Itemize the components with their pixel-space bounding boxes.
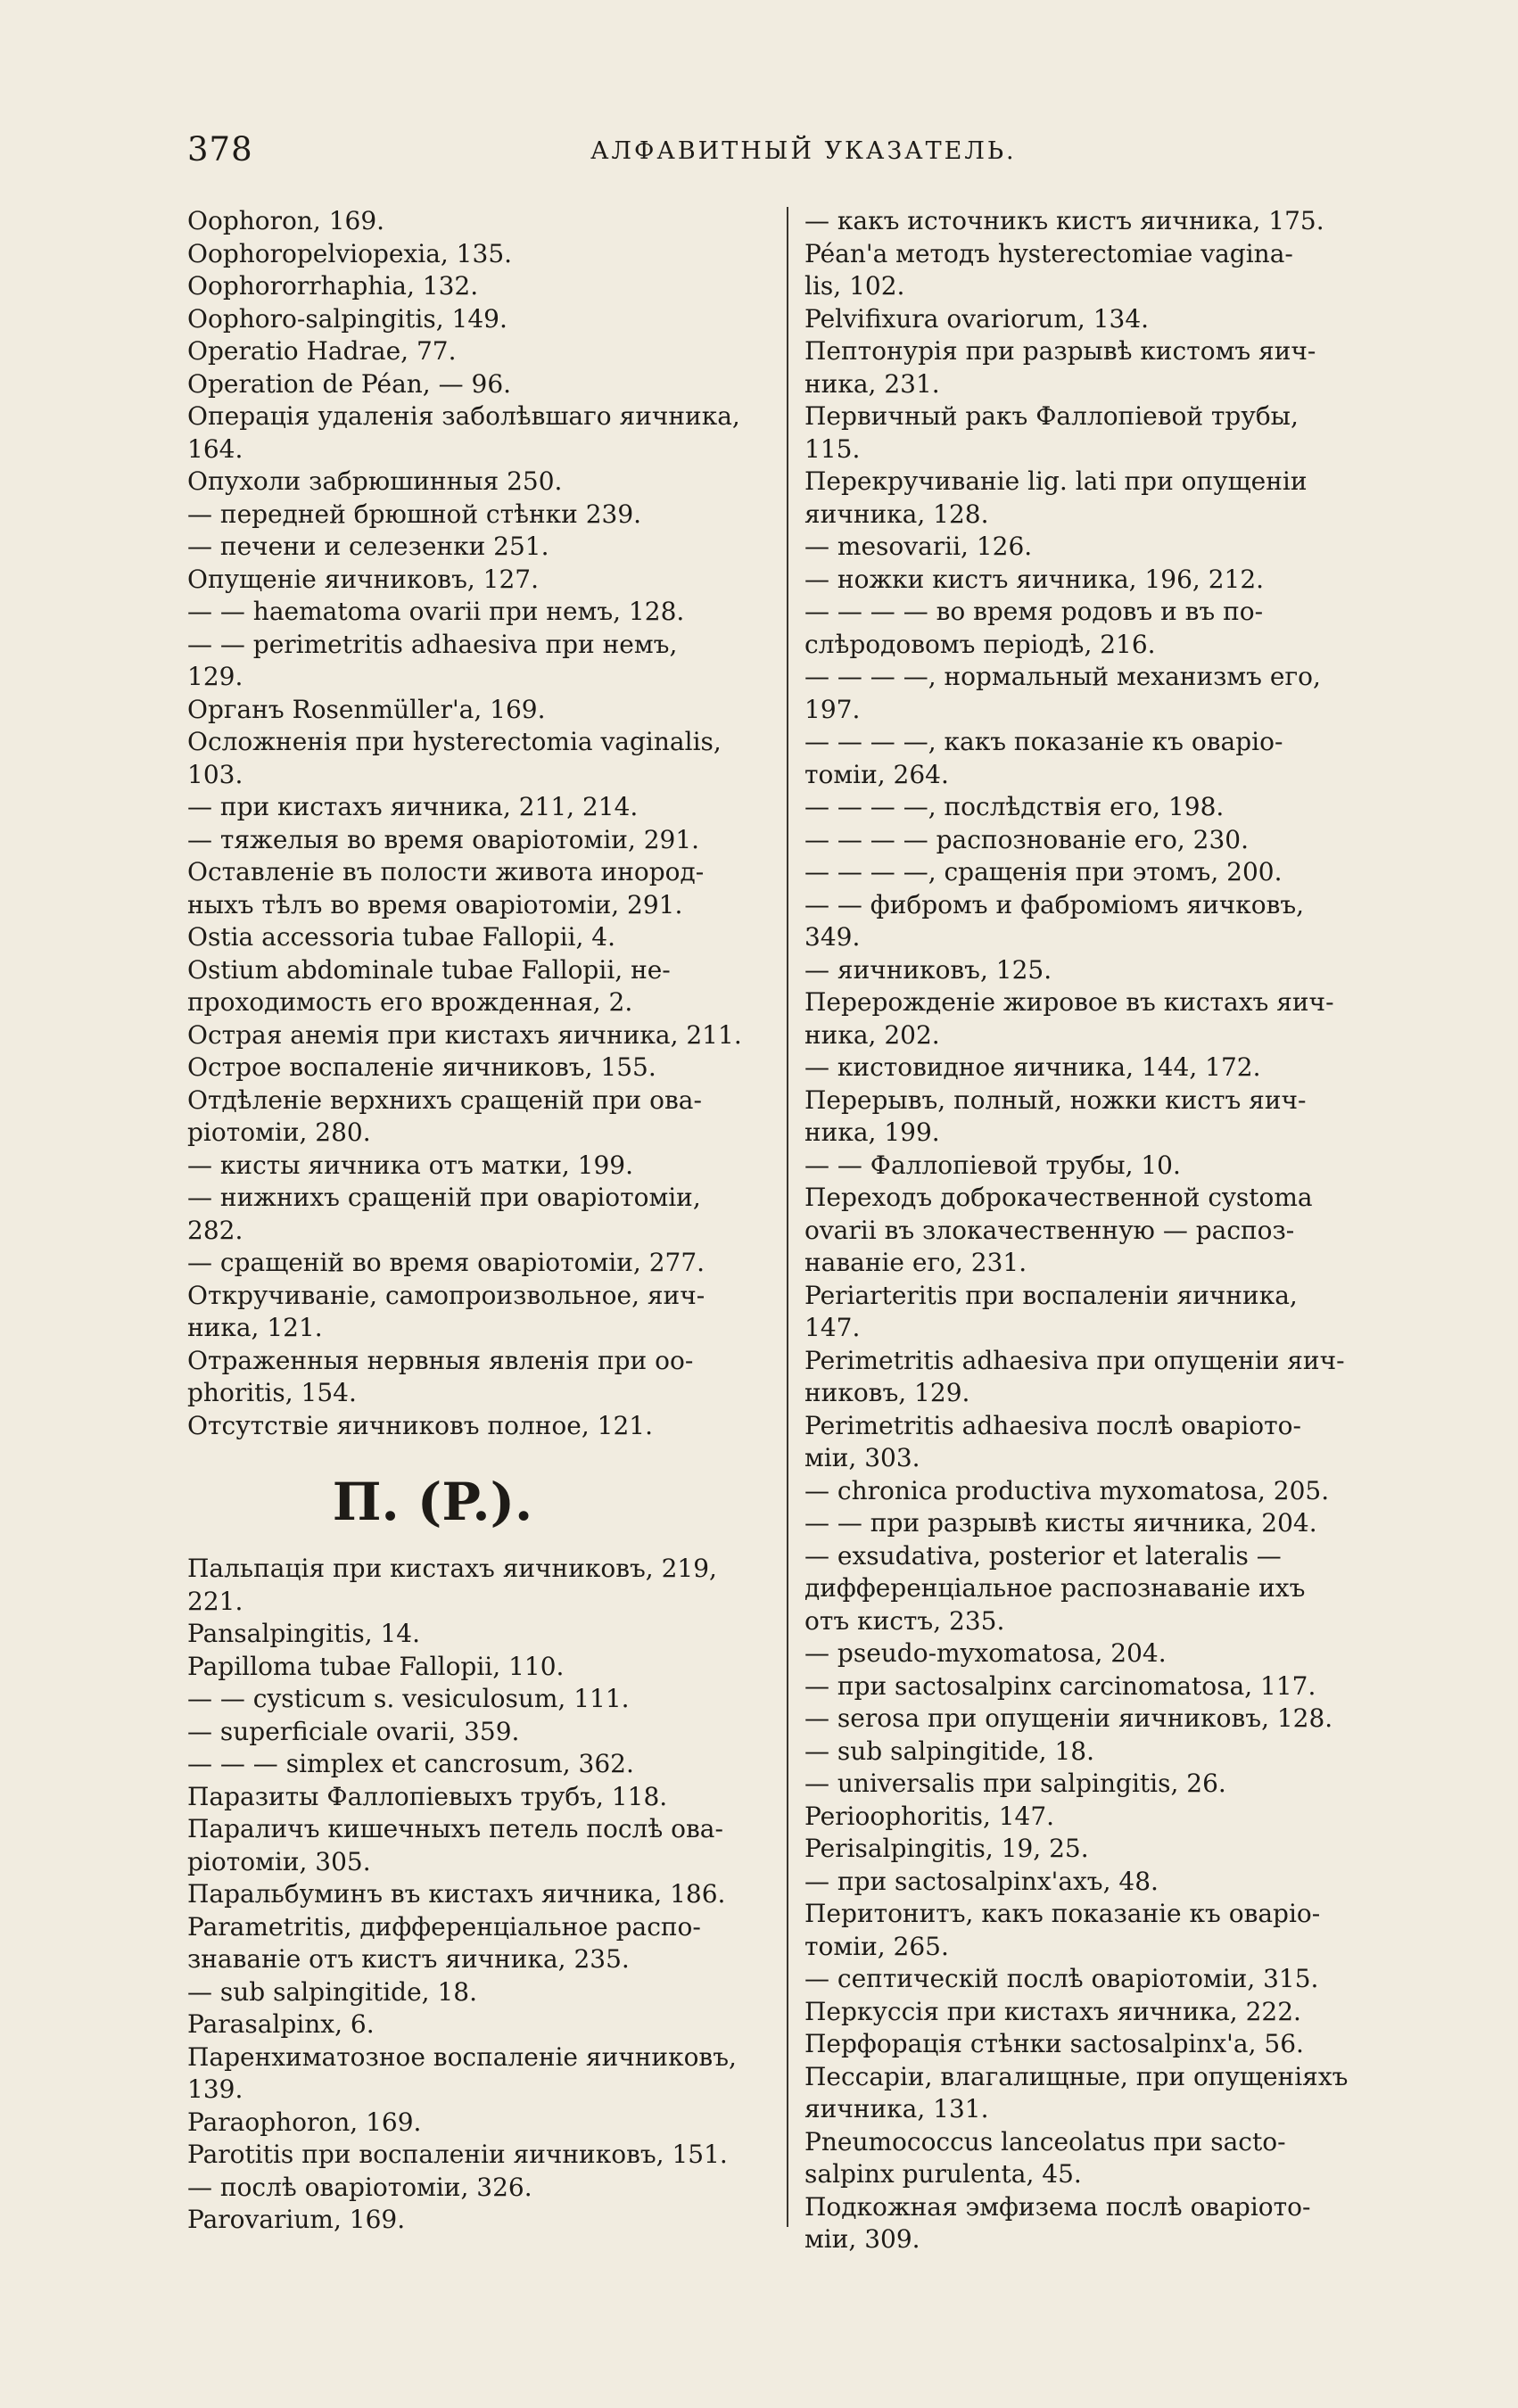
index-line: никовъ, 129.: [804, 1378, 970, 1407]
index-line: Паральбуминъ въ кистахъ яичника, 186.: [187, 1879, 726, 1909]
index-line: — sub salpingitide, 18.: [804, 1736, 1094, 1766]
index-line: ника, 231.: [804, 368, 940, 399]
index-line: Отсутствіе яичниковъ полное, 121.: [187, 1410, 653, 1440]
right-column: [804, 205, 1375, 2256]
index-line: міи, 309.: [804, 2224, 920, 2254]
index-line: проходимость его врожденная, 2.: [187, 987, 633, 1017]
index-line: Паренхиматозное воспаленіе яичниковъ,: [187, 2041, 737, 2072]
index-line: — universalis при salpingitis, 26.: [804, 1769, 1226, 1798]
index-line: ріотоміи, 305.: [187, 1846, 371, 1876]
index-line: — — фибромъ и фаброміомъ яичковъ,: [804, 889, 1305, 919]
left-entries-after: [187, 1553, 758, 2237]
index-line: — pseudo-myxomatosa, 204.: [804, 1638, 1167, 1668]
left-entries-before: [187, 205, 758, 1442]
index-line: Oophoropelviopexia, 135.: [187, 238, 513, 268]
right-entries: [804, 205, 1375, 2256]
column-divider: [787, 207, 788, 2227]
index-line: Parotitis при воспаленіи яичниковъ, 151.: [187, 2140, 728, 2169]
index-line: Операція удаленія заболѣвшаго яичника,: [187, 401, 740, 431]
index-line: Operatio Hadrae, 77.: [187, 336, 457, 366]
index-line: Operation de Péan, — 96.: [187, 368, 512, 399]
index-line: Параличъ кишечныхъ петель послѣ ова-: [187, 1814, 723, 1843]
index-line: яичника, 131.: [804, 2094, 989, 2123]
index-line: Oophoro-salpingitis, 149.: [187, 303, 507, 334]
index-line: наваніе его, 231.: [804, 1248, 1027, 1277]
index-line: — ножки кистъ яичника, 196, 212.: [804, 564, 1265, 594]
index-line: Ostium abdominale tubae Fallopii, не-: [187, 954, 671, 985]
index-line: Ostia accessoria tubae Fallopii, 4.: [187, 922, 615, 952]
index-line: 115.: [804, 433, 861, 464]
index-line: Перфорація стѣнки sactosalpinx'a, 56.: [804, 2029, 1304, 2058]
index-line: — какъ источникъ кистъ яичника, 175.: [804, 206, 1324, 235]
index-line: Подкожная эмфизема послѣ оваріото-: [804, 2191, 1311, 2222]
index-line: дифференціальное распознаваніе ихъ: [804, 1573, 1306, 1603]
index-line: Пессаріи, влагалищные, при опущеніяхъ: [804, 2061, 1349, 2091]
index-line: міи, 303.: [804, 1443, 920, 1472]
index-line: — — — —, нормальный механизмъ его,: [804, 662, 1321, 691]
index-line: 139.: [187, 2074, 243, 2104]
index-line: — — — — распознованіе его, 230.: [804, 824, 1249, 854]
index-line: — chronica productiva myxomatosa, 205.: [804, 1475, 1330, 1505]
index-line: слѣродовомъ періодѣ, 216.: [804, 629, 1156, 659]
index-line: Oophoron, 169.: [187, 206, 385, 235]
index-line: — — — —, послѣдствія его, 198.: [804, 792, 1225, 821]
index-line: — тяжелыя во время оваріотоміи, 291.: [187, 824, 700, 854]
index-line: — — — — во время родовъ и въ по-: [804, 597, 1264, 626]
index-line: — — perimetritis adhaesiva при немъ,: [187, 629, 678, 659]
index-line: Perisalpingitis, 19, 25.: [804, 1834, 1089, 1863]
index-line: — — cysticum s. vesiculosum, 111.: [187, 1684, 630, 1713]
index-line: ныхъ тѣлъ во время оваріотоміи, 291.: [187, 889, 683, 919]
index-line: знаваніе отъ кистъ яичника, 235.: [187, 1944, 630, 1974]
index-line: Пептонурія при разрывѣ кистомъ яич-: [804, 336, 1316, 366]
index-line: Pneumococcus lanceolatus при sacto-: [804, 2126, 1286, 2156]
index-line: Опущеніе яичниковъ, 127.: [187, 564, 540, 594]
index-line: Perimetritis adhaesiva при опущеніи яич-: [804, 1345, 1345, 1375]
index-line: — — — simplex et cancrosum, 362.: [187, 1749, 634, 1778]
index-line: — serosa при опущеніи яичниковъ, 128.: [804, 1703, 1333, 1733]
index-line: lis, 102.: [804, 271, 905, 301]
index-line: Перерывъ, полный, ножки кистъ яич-: [804, 1084, 1307, 1115]
index-line: Перекручиваніе lig. lati при опущеніи: [804, 466, 1308, 496]
index-line: Перитонитъ, какъ показаніе къ оваріо-: [804, 1899, 1321, 1928]
index-line: 147.: [804, 1313, 861, 1342]
index-line: Острая анемія при кистахъ яичника, 211.: [187, 1019, 742, 1050]
index-line: Перерожденіе жировое въ кистахъ яич-: [804, 987, 1334, 1017]
index-line: phoritis, 154.: [187, 1378, 357, 1407]
index-line: Pansalpingitis, 14.: [187, 1619, 421, 1648]
index-line: яичника, 128.: [804, 499, 989, 529]
index-line: Paraophoron, 169.: [187, 2107, 422, 2137]
index-line: — exsudativa, posterior et lateralis —: [804, 1540, 1282, 1571]
index-line: ovarii въ злокачественную — распоз-: [804, 1215, 1295, 1245]
index-line: Perioophoritis, 147.: [804, 1801, 1055, 1831]
index-line: ріотоміи, 280.: [187, 1117, 371, 1147]
index-line: Оставленіе въ полости живота инород-: [187, 857, 705, 887]
index-line: Паразиты Фаллопіевыхъ трубъ, 118.: [187, 1781, 668, 1811]
index-line: Органъ Rosenmüller'a, 169.: [187, 694, 546, 724]
index-line: Отдѣленіе верхнихъ сращеній при ова-: [187, 1084, 702, 1115]
index-line: Parasalpinx, 6.: [187, 2009, 375, 2039]
index-line: отъ кистъ, 235.: [804, 1605, 1005, 1636]
index-line: — — при разрывѣ кисты яичника, 204.: [804, 1508, 1317, 1538]
index-line: Первичный ракъ Фаллопіевой трубы,: [804, 401, 1299, 431]
index-line: — передней брюшной стѣнки 239.: [187, 499, 642, 529]
index-line: Oophororrhaphia, 132.: [187, 271, 479, 301]
index-line: 282.: [187, 1215, 243, 1245]
index-line: Острое воспаленіе яичниковъ, 155.: [187, 1052, 656, 1082]
index-line: Откручиваніе, самопроизвольное, яич-: [187, 1280, 705, 1310]
index-line: томіи, 264.: [804, 759, 949, 789]
index-line: 103.: [187, 759, 243, 789]
index-line: 129.: [187, 662, 243, 691]
index-line: ника, 199.: [804, 1117, 940, 1147]
index-line: — септическій послѣ оваріотоміи, 315.: [804, 1964, 1319, 1993]
index-line: — нижнихъ сращеній при оваріотоміи,: [187, 1183, 701, 1212]
section-heading: П. (P.).: [332, 1472, 533, 1532]
index-line: 164.: [187, 433, 243, 464]
page-header-title: АЛФАВИТНЫЙ УКАЗАТЕЛЬ.: [590, 137, 1017, 165]
index-line: salpinx purulenta, 45.: [804, 2159, 1082, 2189]
index-line: — при кистахъ яичника, 211, 214.: [187, 792, 639, 821]
index-line: 197.: [804, 694, 861, 724]
index-line: — при sactosalpinx carcinomatosa, 117.: [804, 1670, 1316, 1701]
index-line: — — — —, какъ показаніе къ оваріо-: [804, 727, 1283, 756]
index-line: 349.: [804, 922, 861, 952]
index-line: ника, 202.: [804, 1019, 940, 1050]
index-line: — кисты яичника отъ матки, 199.: [187, 1150, 634, 1180]
page-number: 378: [187, 130, 253, 169]
index-line: — mesovarii, 126.: [804, 532, 1033, 561]
index-line: Perimetritis adhaesiva послѣ оваріото-: [804, 1410, 1301, 1440]
index-line: — послѣ оваріотоміи, 326.: [187, 2172, 532, 2202]
index-line: Перкуссія при кистахъ яичника, 222.: [804, 1996, 1301, 2026]
index-line: Отраженныя нервныя явленія при оо-: [187, 1345, 694, 1375]
index-line: томіи, 265.: [804, 1931, 949, 1961]
index-line: Péan'a методъ hysterectomiae vagina-: [804, 238, 1293, 268]
index-line: Переходъ доброкачественной cystoma: [804, 1183, 1313, 1212]
index-line: Papilloma tubae Fallopii, 110.: [187, 1651, 565, 1681]
index-line: Parametritis, дифференціальное распо-: [187, 1911, 701, 1942]
index-line: Пальпація при кистахъ яичниковъ, 219,: [187, 1554, 717, 1583]
index-line: — кистовидное яичника, 144, 172.: [804, 1052, 1261, 1082]
index-line: Опухоли забрюшинныя 250.: [187, 466, 563, 496]
index-line: — — — —, сращенія при этомъ, 200.: [804, 857, 1283, 887]
index-line: — — Фаллопіевой трубы, 10.: [804, 1150, 1181, 1180]
index-line: — superficiale ovarii, 359.: [187, 1716, 520, 1746]
index-line: Осложненія при hysterectomia vaginalis,: [187, 727, 722, 756]
index-line: Parovarium, 169.: [187, 2205, 406, 2234]
index-line: ника, 121.: [187, 1313, 323, 1342]
index-line: 221.: [187, 1586, 243, 1616]
left-column: [187, 205, 758, 2237]
index-line: — печени и селезенки 251.: [187, 532, 549, 561]
index-line: — — haematoma ovarii при немъ, 128.: [187, 597, 685, 626]
index-line: — сращеній во время оваріотоміи, 277.: [187, 1248, 705, 1277]
index-line: — sub salpingitide, 18.: [187, 1976, 477, 2007]
index-line: — при sactosalpinx'ахъ, 48.: [804, 1866, 1159, 1896]
index-line: — яичниковъ, 125.: [804, 954, 1052, 985]
index-line: Pelvifixura ovariorum, 134.: [804, 303, 1150, 334]
index-line: Periarteritis при воспаленіи яичника,: [804, 1280, 1298, 1310]
